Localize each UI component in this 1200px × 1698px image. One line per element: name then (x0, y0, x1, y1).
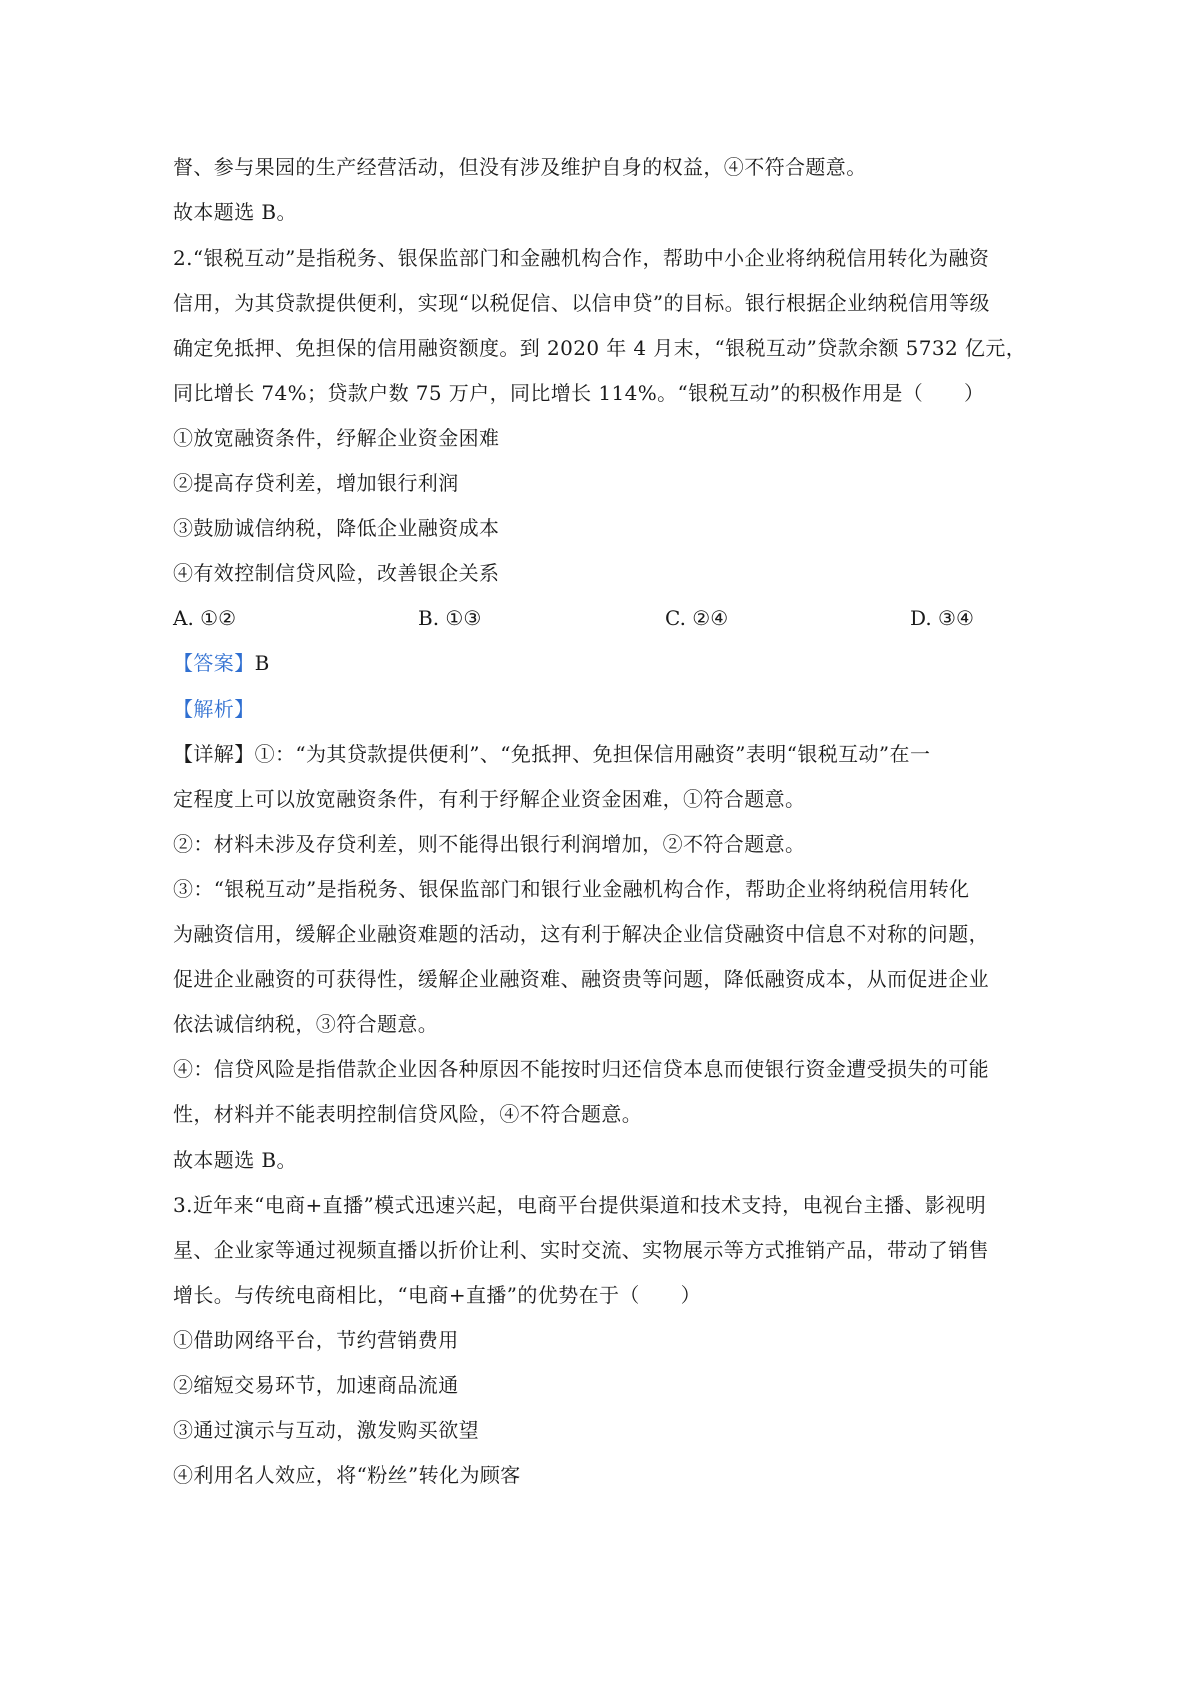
analysis-tag: 【解析】 (173, 697, 255, 721)
detail-line: ②：材料未涉及存贷利差，则不能得出银行利润增加，②不符合题意。 (173, 832, 806, 856)
detail-line: 故本题选 B。 (173, 1148, 297, 1172)
detail-line: 依法诚信纳税，③符合题意。 (173, 1012, 439, 1036)
question-2-line: 同比增长 74%；贷款户数 75 万户，同比增长 114%。“银税互动”的积极作用是（ ） (173, 381, 985, 405)
question-3-line: 3.近年来“电商+直播”模式迅速兴起，电商平台提供渠道和技术支持，电视台主播、影视明 (173, 1193, 987, 1217)
option-a: A. ①② (173, 606, 237, 630)
detail-line: ③：“银税互动”是指税务、银保监部门和银行业金融机构合作，帮助企业将纳税信用转化 (173, 877, 970, 901)
choice-item: ①借助网络平台，节约营销费用 (173, 1328, 459, 1352)
choice-item: ③通过演示与互动，激发购买欲望 (173, 1418, 479, 1442)
choice-item: ②提高存贷利差，增加银行利润 (173, 471, 459, 495)
detail-line: 定程度上可以放宽融资条件，有利于纾解企业资金困难，①符合题意。 (173, 787, 806, 811)
detail-line: 【详解】①：“为其贷款提供便利”、“免抵押、免担保信用融资”表明“银税互动”在一 (173, 742, 931, 766)
choice-item: ①放宽融资条件，纾解企业资金困难 (173, 426, 500, 450)
question-3-line: 星、企业家等通过视频直播以折价让利、实时交流、实物展示等方式推销产品，带动了销售 (173, 1238, 989, 1262)
text-line: 督、参与果园的生产经营活动，但没有涉及维护自身的权益，④不符合题意。 (173, 155, 867, 179)
choice-item: ③鼓励诚信纳税，降低企业融资成本 (173, 516, 500, 540)
option-c: C. ②④ (665, 606, 729, 630)
question-3-line: 增长。与传统电商相比，“电商+直播”的优势在于（ ） (173, 1283, 702, 1307)
option-d: D. ③④ (910, 606, 974, 630)
detail-line: 为融资信用，缓解企业融资难题的活动，这有利于解决企业信贷融资中信息不对称的问题， (173, 922, 989, 946)
choice-item: ④利用名人效应，将“粉丝”转化为顾客 (173, 1463, 521, 1487)
choice-item: ④有效控制信贷风险，改善银企关系 (173, 561, 500, 585)
option-b: B. ①③ (418, 606, 482, 630)
analysis-line (173, 694, 1033, 724)
text-line: 故本题选 B。 (173, 200, 297, 224)
question-2-line: 2.“银税互动”是指税务、银保监部门和金融机构合作，帮助中小企业将纳税信用转化为融资 (173, 246, 990, 270)
choice-item: ②缩短交易环节，加速商品流通 (173, 1373, 459, 1397)
detail-line: ④：信贷风险是指借款企业因各种原因不能按时归还信贷本息而使银行资金遭受损失的可能 (173, 1057, 989, 1081)
answer-tag: 【答案】 (173, 651, 255, 675)
detail-line: 性，材料并不能表明控制信贷风险，④不符合题意。 (173, 1102, 643, 1126)
question-2-line: 确定免抵押、免担保的信用融资额度。到 2020 年 4 月末，“银税互动”贷款余额 5732 亿元， (173, 336, 1027, 360)
detail-line: 促进企业融资的可获得性，缓解企业融资难、融资贵等问题，降低融资成本，从而促进企业 (173, 967, 989, 991)
answer-value: B (254, 651, 270, 675)
answer-line (173, 648, 1033, 678)
question-2-line: 信用，为其贷款提供便利，实现“以税促信、以信申贷”的目标。银行根据企业纳税信用等级 (173, 291, 990, 315)
